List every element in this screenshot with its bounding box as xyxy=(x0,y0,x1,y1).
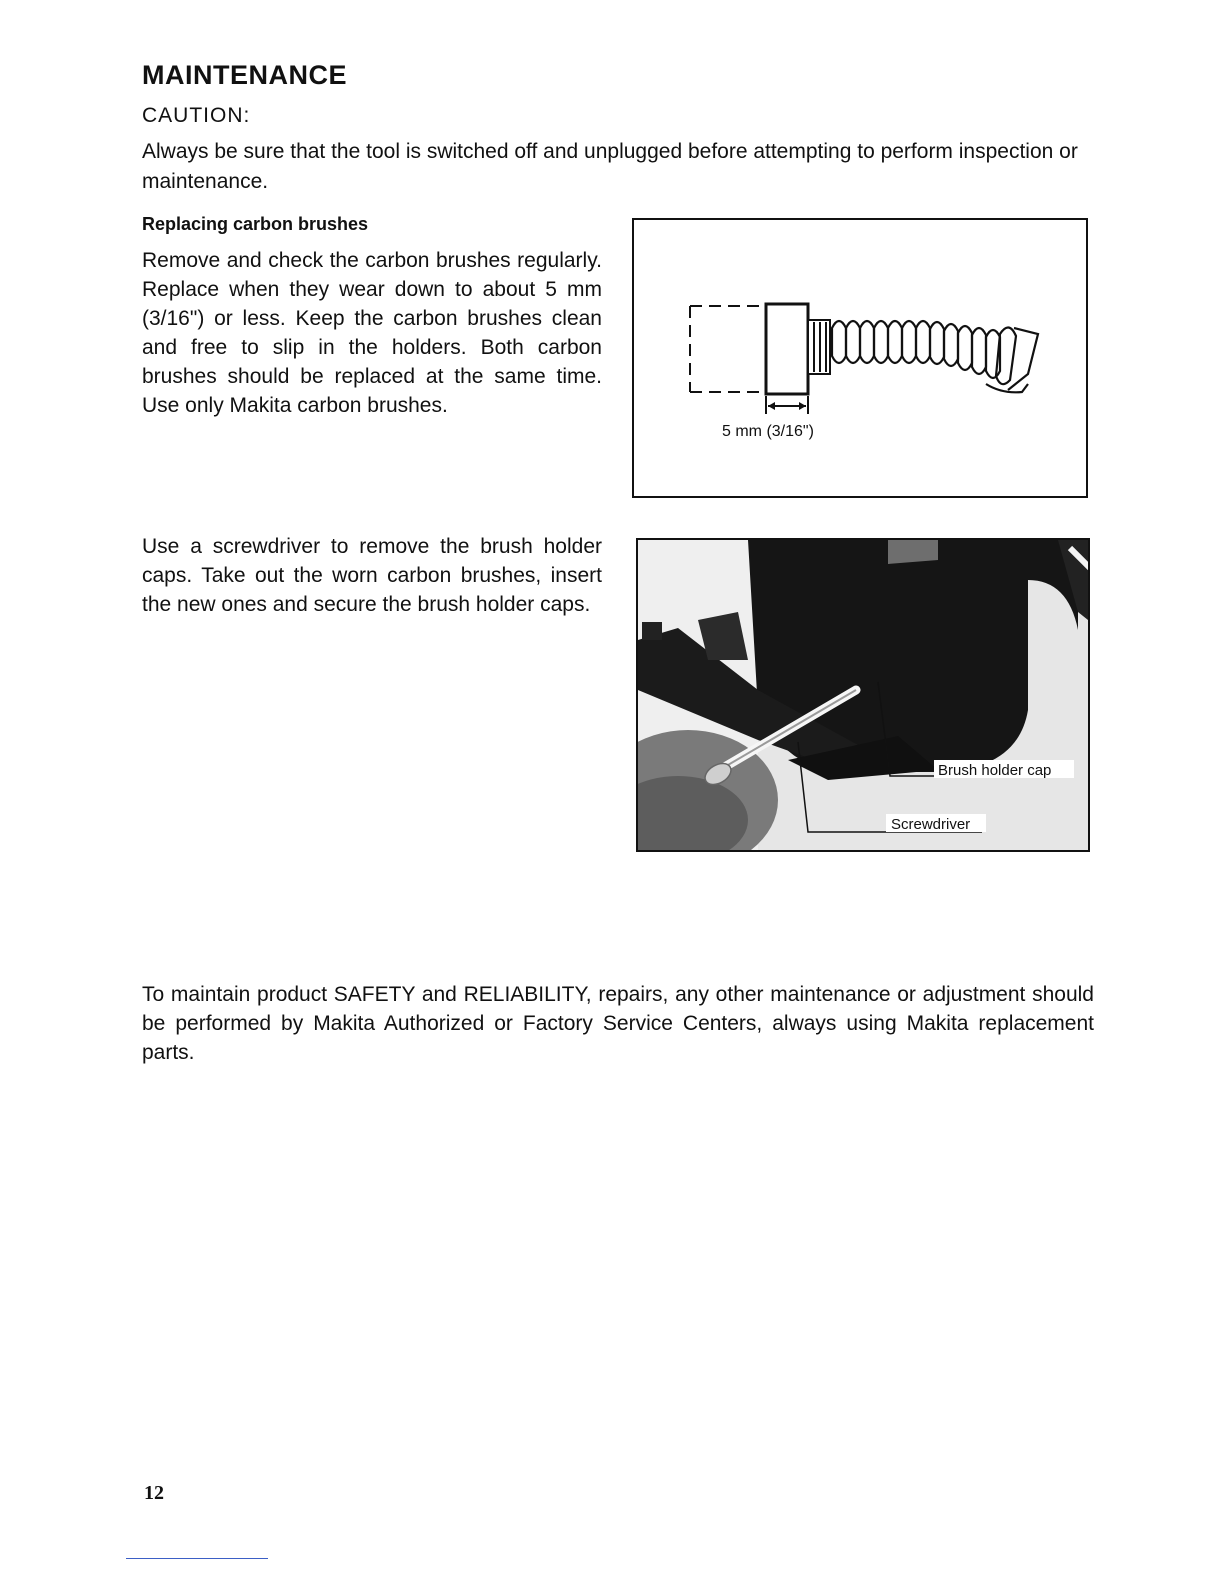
brush-check-paragraph: Remove and check the carbon brushes regularly. Replace when they wear down to about 5 mm (3/16") or less. Keep the carbon brushes clean and free to slip in the holders. Both carbon brushes should be replaced at the same time. Use only Makita carbon brushes. xyxy=(142,249,602,417)
carbon-brush-illustration xyxy=(634,220,1086,496)
photo-illustration xyxy=(638,540,1088,850)
page-number: 12 xyxy=(144,1482,164,1504)
footer-rule xyxy=(126,1558,268,1559)
screwdriver-label: Screwdriver xyxy=(891,816,971,833)
brush-replace-paragraph: Use a screwdriver to remove the brush holder caps. Take out the worn carbon brushes, insert the new ones and secure the brush holder caps. xyxy=(142,535,602,616)
brush-holder-cap-label: Brush holder cap xyxy=(938,762,1052,779)
section-subheading: Replacing carbon brushes xyxy=(142,214,369,234)
caution-title: CAUTION: xyxy=(142,104,251,127)
closing-paragraph: To maintain product SAFETY and RELIABILITY, repairs, any other maintenance or adjustment should be performed by Makita Authorized or Factory Service Centers, always using Makita replacement parts. xyxy=(142,983,1094,1064)
dimension-label: 5 mm (3/16") xyxy=(722,423,814,440)
brush-holder-photo xyxy=(636,538,1090,852)
carbon-brush-diagram xyxy=(632,218,1088,498)
page-title: MAINTENANCE xyxy=(142,60,347,90)
caution-text: Always be sure that the tool is switched off and unplugged before attempting to perform inspection or maintenance. xyxy=(142,140,1078,193)
